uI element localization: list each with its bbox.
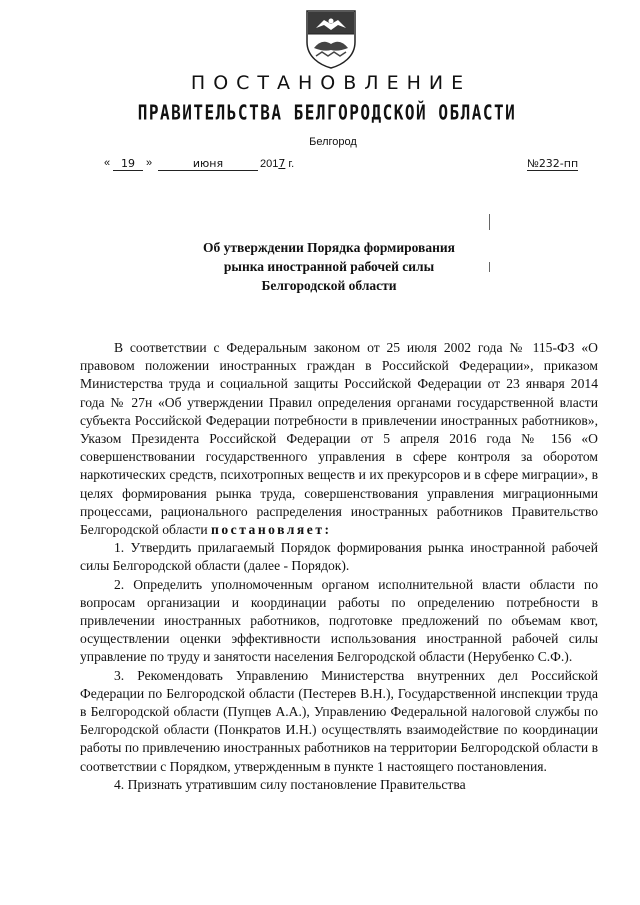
clause-3: 3. Рекомендовать Управлению Министерства внутренних дел Российской Федерации по Белгородской области (Пестерев В.Н.), Государственной инспекции труда в Белгородской области (Пупцев А.А.), Управлению Федеральной налоговой службы по Белгородской области (Понкратов И.Н.) осуществлять взаимодействие по координации работы по привлечению иностранных работников на территории Белгородской области в соответствии с Порядком, утвержденным в пункте 1 настоящего постановления. — [80, 667, 598, 774]
year-suffix: г. — [285, 158, 295, 170]
date-month: июня — [158, 157, 258, 171]
document-number — [527, 157, 578, 171]
title-line: рынка иностранной рабочей силы — [223, 259, 435, 274]
clause-2: 2. Определить уполномоченным органом исполнительной власти области по вопросам организации и координации работы по определению потребности в привлечении иностранных работников, подготовке предложений по объемам квот, осуществлении оценки эффективности использования иностранной рабочей силы управление по труду и занятости населения Белгородской области (Нерубенко С.Ф.). — [80, 576, 598, 665]
clause-1: 1. Утвердить прилагаемый Порядок формирования рынка иностранной рабочей силы Белгородской области (далее - Порядок). — [80, 540, 598, 574]
year-digit: 7 — [278, 157, 286, 170]
title-line: Об утверждении Порядка формирования — [203, 240, 455, 255]
date-day: 19 — [113, 157, 143, 171]
resolves-word: постановляет: — [211, 522, 332, 538]
clause-4: 4. Признать утратившим силу постановление Правительства — [114, 776, 466, 792]
document-body — [80, 339, 598, 794]
year-prefix: 201 — [260, 158, 279, 170]
preamble-paragraph — [80, 339, 598, 539]
document-title — [0, 238, 640, 295]
issuing-authority: ПРАВИТЕЛЬСТВА БЕЛГОРОДСКОЙ ОБЛАСТИ — [137, 100, 517, 125]
date-close-quote: » — [146, 157, 153, 169]
city: Белгород — [309, 136, 357, 148]
document-type: ПОСТАНОВЛЕНИЕ — [190, 72, 472, 94]
date-open-quote: « — [104, 157, 111, 169]
number-value: 232-пп — [538, 157, 579, 170]
title-line: Белгородской области — [261, 278, 397, 293]
date-year — [260, 157, 294, 170]
preamble-text: В соответствии с Федеральным законом от 25 июля 2002 года № 115-ФЗ «О правовом положении иностранных граждан в Российской Федерации», приказом Министерства труда и социальной защиты Российской Федерации от 23 января 2014 года № 27н «Об утверждении Правил определения органами государственной власти субъекта Российской Федерации потребности в привлечении иностранных работников», Указом Президента Российской Федерации от 5 апреля 2016 года № 156 «О совершенствовании государственного управления в сфере контроля за оборотом наркотических средств, психотропных веществ и их прекурсоров и в сфере миграции», в целях формирования рынка труда, совершенствования управления миграционными процессами, рационального распределения иностранных работников Правительство Белгородской области — [80, 340, 598, 538]
number-prefix: № — [527, 158, 539, 170]
coat-of-arms-icon — [304, 8, 358, 70]
registration-mark — [489, 214, 490, 230]
